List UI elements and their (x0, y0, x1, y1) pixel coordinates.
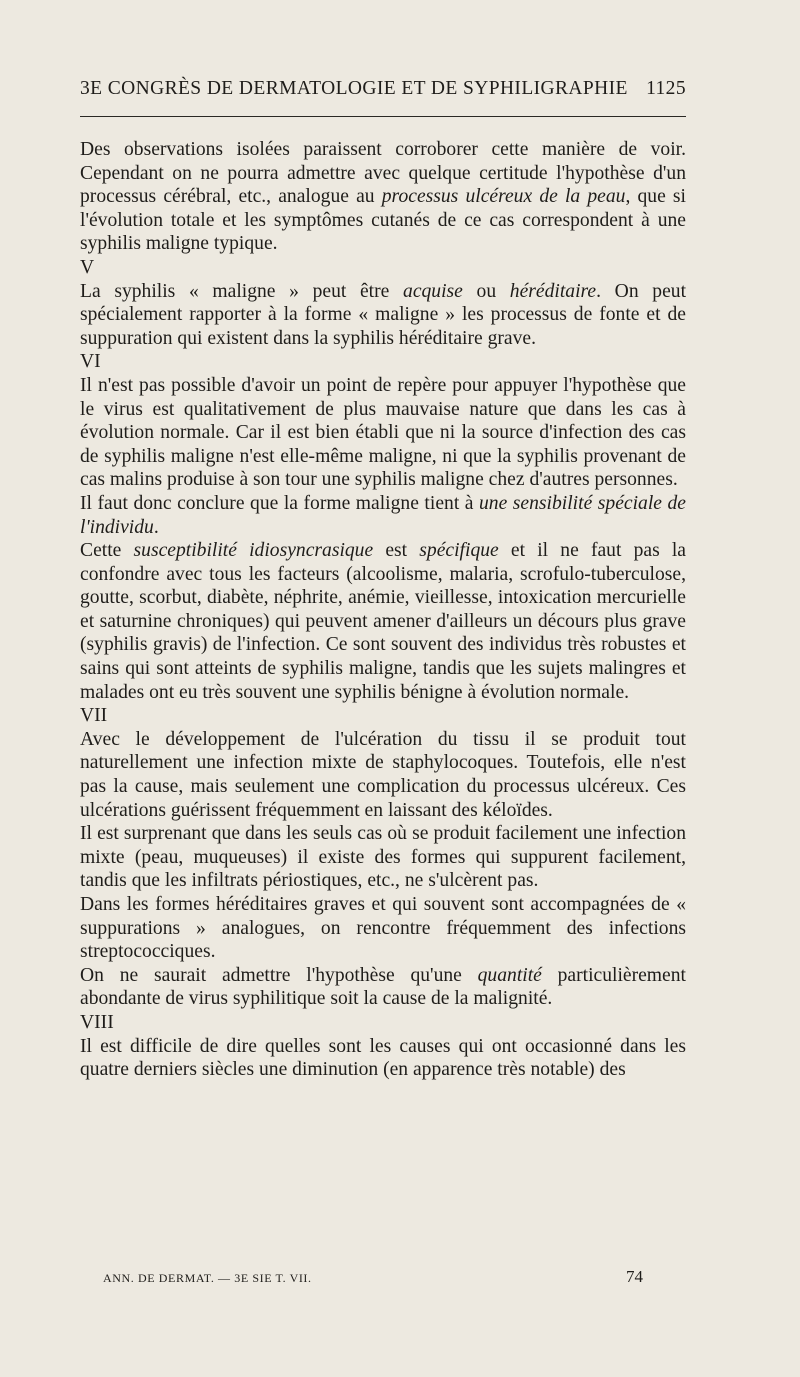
paragraph: Il n'est pas possible d'avoir un point de repère pour appuyer l'hypothèse que le virus est qualitativement de plus mauvaise nature que dans les cas à évolution normale. Car il est bien établi que ni la source d'infection des cas de syphilis maligne n'est elle-même maligne, ni que la syphilis provenant de cas malins produise à son tour une syphilis maligne chez d'autres personnes. (80, 374, 686, 491)
section-heading-vii: VII (80, 705, 108, 727)
header-rule (80, 116, 686, 117)
paragraph: La syphilis « maligne » peut être acquise ou héréditaire. On peut spécialement rapporter à la forme « maligne » les processus de fonte et de suppuration qui existent dans la syphilis héréditaire grave. (80, 280, 687, 349)
section-heading-v: V (80, 256, 95, 278)
section-heading-viii: VIII (80, 1011, 114, 1033)
paragraph: On ne saurait admettre l'hypothèse qu'une quantité particulièrement abondante de virus syphilitique soit la cause de la malignité. (80, 964, 686, 1010)
paragraph: Il est difficile de dire quelles sont les causes qui ont occasionné dans les quatre derniers siècles une diminution (en apparence très notable) des (80, 1035, 686, 1081)
paragraph: Dans les formes héréditaires graves et qui souvent sont accompagnées de « suppurations » analogues, on rencontre fréquemment des infections streptococciques. (80, 894, 686, 963)
running-head-title: 3E CONGRÈS DE DERMATOLOGIE ET DE SYPHILIGRAPHIE (80, 78, 628, 99)
signature-mark: ANN. DE DERMAT. — 3E SIE T. VII. (103, 1271, 312, 1285)
running-head (80, 78, 686, 100)
sheet-number: 74 (626, 1267, 643, 1286)
paragraph: Avec le développement de l'ulcération du tissu il se produit tout naturellement une infection mixte de staphylocoques. Toutefois, elle n'est pas la cause, mais seulement une complication du processus ulcéreux. Ces ulcérations guérissent fréquemment en laissant des kéloïdes. (80, 728, 686, 821)
paragraph: Il faut donc conclure que la forme maligne tient à une sensibilité spéciale de l'individu. (80, 492, 686, 538)
body-text (80, 138, 686, 1082)
paragraph: Des observations isolées paraissent corroborer cette manière de voir. Cependant on ne pourra admettre avec quelque certitude l'hypothèse d'un processus cérébral, etc., analogue au processus ulcéreux de la peau, que si l'évolution totale et les symptômes cutanés de ce cas correspondent à une syphilis maligne typique. (80, 139, 686, 255)
section-heading-vi: VI (80, 351, 101, 373)
paragraph: Cette susceptibilité idiosyncrasique est spécifique et il ne faut pas la confondre avec tous les facteurs (alcoolisme, malaria, scrofulo-tuberculose, goutte, scorbut, diabète, néphrite, anémie, vieillesse, intoxication mercurielle et saturnine chroniques) qui peuvent amener d'ailleurs un décours plus grave (syphilis gravis) de l'infection. Ce sont souvent des individus très robustes et sains qui sont atteints de syphilis maligne, tandis que les sujets malingres et malades ont eu très souvent une syphilis bénigne à évolution normale. (80, 540, 687, 703)
page-number: 1125 (646, 78, 686, 99)
page-footer (103, 1267, 643, 1287)
paragraph: Il est surprenant que dans les seuls cas où se produit facilement une infection mixte (peau, muqueuses) il existe des formes qui suppurent facilement, tandis que les infiltrats périostiques, etc., ne s'ulcèrent pas. (80, 823, 686, 892)
